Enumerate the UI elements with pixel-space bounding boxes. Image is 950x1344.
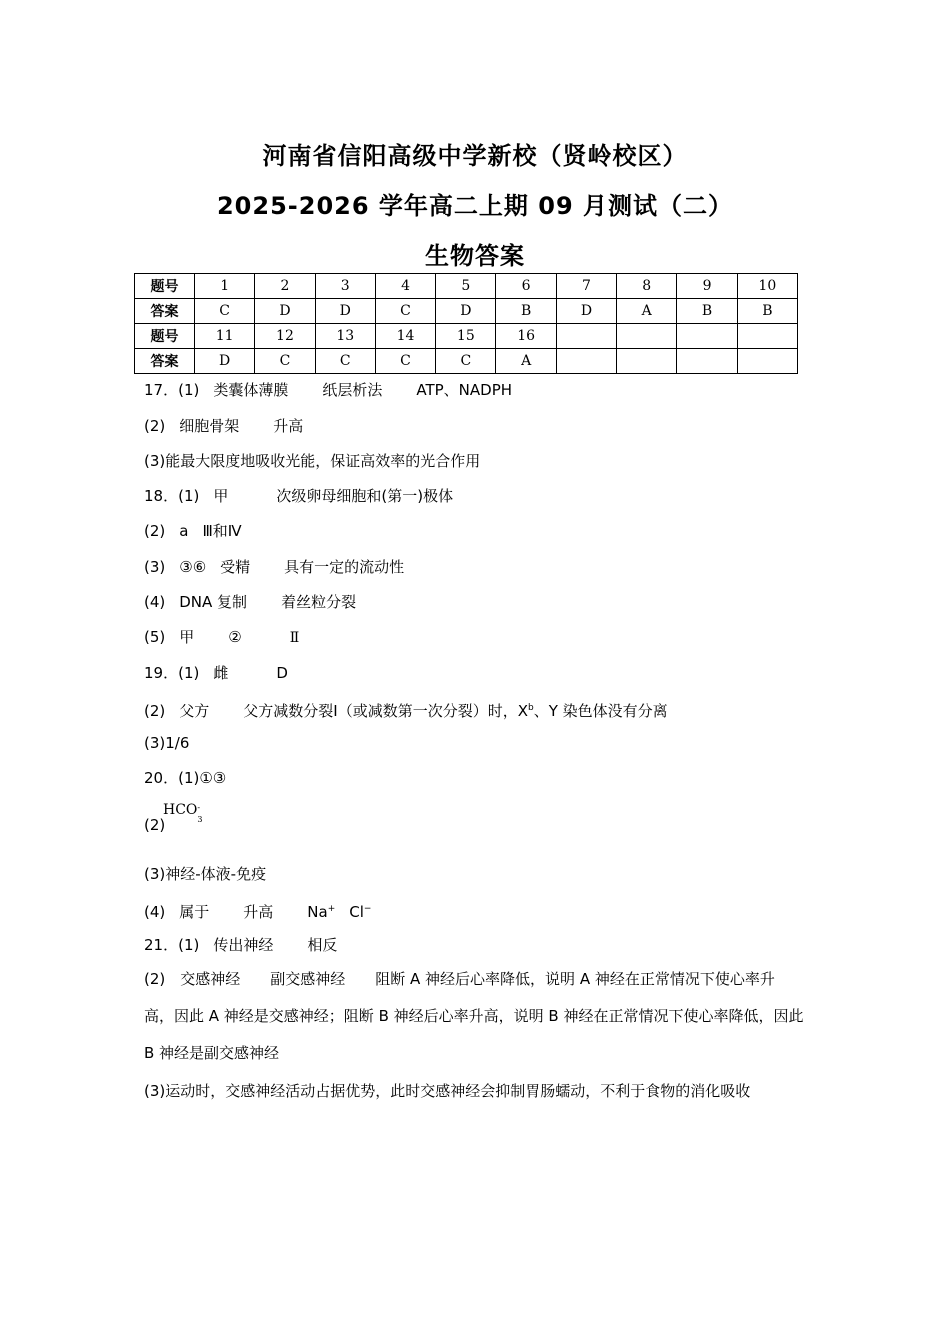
q17-part2 xyxy=(144,416,303,436)
q20-ans-4b: 升高 xyxy=(243,903,274,921)
answer-cell: D xyxy=(315,299,375,324)
question-number-cell: 8 xyxy=(617,274,677,299)
document-heading: 生物答案 xyxy=(425,242,525,270)
q17-ans-2b: 升高 xyxy=(273,417,304,435)
answer-cell: A xyxy=(617,299,677,324)
q20-ans-4d: Cl− xyxy=(349,903,372,921)
answer-cell: B xyxy=(677,299,737,324)
q17-p2-label: (2) xyxy=(144,417,166,435)
question-number-cell: 10 xyxy=(737,274,797,299)
q18-ans-5b: ② xyxy=(228,628,242,646)
q18-p3-label: (3) xyxy=(144,558,166,576)
q21-ans-1a: 传出神经 xyxy=(213,936,274,954)
q20-formula: HCO - 3 xyxy=(163,802,203,824)
q18-ans-1b: 次级卵母细胞和(第一)极体 xyxy=(276,487,454,505)
q17-part1 xyxy=(144,380,512,400)
q18-ans-3b: 受精 xyxy=(220,558,251,576)
answer-cell: D xyxy=(436,299,496,324)
q20-p4-label: (4) xyxy=(144,903,166,921)
question-number-cell: 14 xyxy=(375,324,435,349)
q20-ans-4c: Na+ xyxy=(307,903,336,921)
question-number-cell: 4 xyxy=(375,274,435,299)
q17-ans-2a: 细胞骨架 xyxy=(179,417,240,435)
q19-p2-label: (2) xyxy=(144,702,166,720)
question-number-cell xyxy=(617,324,677,349)
question-number-cell: 1 xyxy=(195,274,255,299)
q18-ans-5a: 甲 xyxy=(179,628,195,646)
q18-ans-4a: DNA 复制 xyxy=(179,593,248,611)
q21-part2: (2) 交感神经 副交感神经 阻断 A 神经后心率降低，说明 A 神经在正常情况下使心率升高，因此 A 神经是交感神经；阻断 B 神经后心率升高，说明 B 神经在正常情况下使心率降低，因此 B 神经是副交感神经 xyxy=(144,970,804,1062)
q17-ans-1a: 类囊体薄膜 xyxy=(213,381,289,399)
q17-part3: (3)能最大限度地吸收光能，保证高效率的光合作用 xyxy=(144,452,481,470)
answer-cell: C xyxy=(375,349,435,374)
q18-part1 xyxy=(144,486,453,506)
question-number-cell xyxy=(737,324,797,349)
question-number-header: 题号 xyxy=(135,324,195,349)
question-number-row xyxy=(135,274,798,299)
question-number-cell: 15 xyxy=(436,324,496,349)
question-number-cell: 12 xyxy=(255,324,315,349)
question-number-cell: 16 xyxy=(496,324,556,349)
answer-row xyxy=(135,349,798,374)
answer-cell xyxy=(617,349,677,374)
question-number-cell: 9 xyxy=(677,274,737,299)
q18-label: 18．(1) xyxy=(144,487,200,505)
q18-ans-2a: a xyxy=(179,522,189,540)
q19-ans-1b: D xyxy=(276,664,288,682)
question-number-cell: 7 xyxy=(556,274,616,299)
q19-part1 xyxy=(144,663,288,683)
answer-cell: B xyxy=(737,299,797,324)
question-number-cell: 13 xyxy=(315,324,375,349)
answer-cell: C xyxy=(375,299,435,324)
q18-ans-2b: Ⅲ和Ⅳ xyxy=(202,522,242,540)
q20-p2-label: (2) xyxy=(144,816,166,834)
question-number-cell xyxy=(556,324,616,349)
q20-part4 xyxy=(144,899,371,922)
q18-part4 xyxy=(144,592,356,612)
q18-p4-label: (4) xyxy=(144,593,166,611)
answer-cell xyxy=(556,349,616,374)
q19-part3: (3)1/6 xyxy=(144,734,190,752)
answer-cell xyxy=(737,349,797,374)
answer-cell xyxy=(677,349,737,374)
answer-cell: D xyxy=(556,299,616,324)
q20-ans-4a: 属于 xyxy=(179,903,210,921)
q19-part2 xyxy=(144,698,668,721)
q20-part3: (3)神经-体液-免疫 xyxy=(144,865,267,883)
q18-ans-3a: ③⑥ xyxy=(179,558,207,576)
answer-header: 答案 xyxy=(135,299,195,324)
answer-cell: B xyxy=(496,299,556,324)
q18-part3 xyxy=(144,557,404,577)
question-number-cell: 2 xyxy=(255,274,315,299)
q18-p5-label: (5) xyxy=(144,628,166,646)
q18-ans-5c: Ⅱ xyxy=(289,630,300,646)
q21-ans-1b: 相反 xyxy=(307,936,338,954)
q18-p2-label: (2) xyxy=(144,522,166,540)
q18-ans-1a: 甲 xyxy=(213,487,229,505)
answer-cell: C xyxy=(255,349,315,374)
answer-header: 答案 xyxy=(135,349,195,374)
question-number-cell: 5 xyxy=(436,274,496,299)
q17-ans-1c: ATP、NADPH xyxy=(416,381,513,399)
answer-cell: C xyxy=(436,349,496,374)
q21-part1 xyxy=(144,935,337,955)
question-number-cell: 3 xyxy=(315,274,375,299)
answer-cell: D xyxy=(195,349,255,374)
q19-ans-2b: 父方减数分裂Ⅰ（或减数第一次分裂）时，$X^b$、Y 染色体没有分离 xyxy=(243,702,668,720)
q18-part2 xyxy=(144,521,242,541)
q21-label: 21．(1) xyxy=(144,936,200,954)
q18-ans-4b: 着丝粒分裂 xyxy=(281,593,357,611)
q20-part1: 20．(1)①③ xyxy=(144,769,227,787)
answer-cell: C xyxy=(195,299,255,324)
q19-label: 19．(1) xyxy=(144,664,200,682)
q17-ans-1b: 纸层析法 xyxy=(322,381,383,399)
q17-label: 17．(1) xyxy=(144,381,200,399)
answer-cell: A xyxy=(496,349,556,374)
q19-ans-2a: 父方 xyxy=(179,702,210,720)
q18-part5 xyxy=(144,627,299,648)
answer-row xyxy=(135,299,798,324)
question-number-cell: 6 xyxy=(496,274,556,299)
question-number-row xyxy=(135,324,798,349)
q19-ans-1a: 雌 xyxy=(213,664,229,682)
question-number-cell: 11 xyxy=(195,324,255,349)
answer-table xyxy=(134,273,798,374)
document-subtitle: 2025-2026 学年高二上期 09 月测试（二） xyxy=(216,192,734,220)
document-title: 河南省信阳高级中学新校（贤岭校区） xyxy=(262,142,688,170)
answer-cell: D xyxy=(255,299,315,324)
q18-ans-3c: 具有一定的流动性 xyxy=(284,558,405,576)
q21-part3: (3)运动时，交感神经活动占据优势，此时交感神经会抑制胃肠蠕动，不利于食物的消化吸收 xyxy=(144,1082,751,1100)
answer-cell: C xyxy=(315,349,375,374)
question-number-header: 题号 xyxy=(135,274,195,299)
question-number-cell xyxy=(677,324,737,349)
